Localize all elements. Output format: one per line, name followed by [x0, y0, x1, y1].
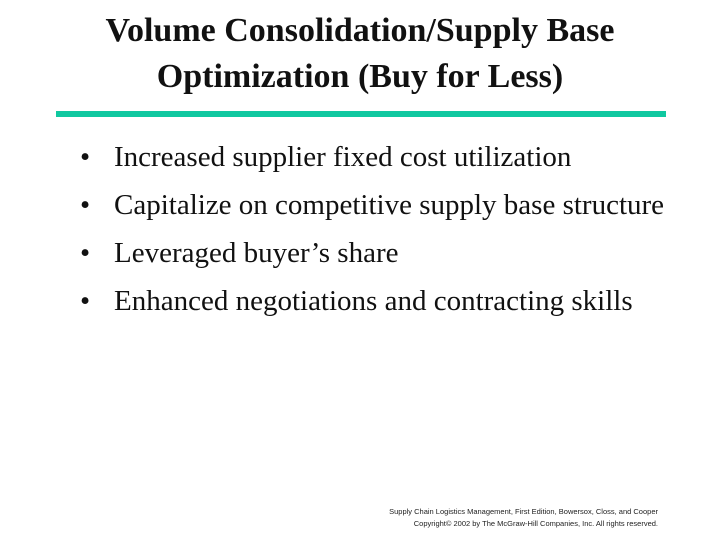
bullet-text: Leveraged buyer’s share [114, 237, 399, 269]
bullet-text: Increased supplier fixed cost utilization [114, 141, 572, 173]
bullet-item [80, 138, 680, 176]
title-divider [56, 111, 666, 117]
bullet-icon: • [80, 189, 91, 221]
title-line-2: Optimization (Buy for Less) [156, 58, 564, 95]
bullet-text: Enhanced negotiations and contracting skills [114, 285, 633, 317]
bullet-icon: • [80, 237, 91, 269]
copyright-footer [389, 506, 658, 530]
bullet-text: Capitalize on competitive supply base structure [114, 189, 665, 221]
bullet-item [80, 186, 680, 224]
bullet-icon: • [80, 141, 91, 173]
bullet-icon: • [80, 285, 91, 317]
bullet-item [80, 234, 680, 272]
slide-title [40, 8, 680, 100]
footer-line-1: Supply Chain Logistics Management, First Edition, Bowersox, Closs, and Cooper [389, 507, 658, 516]
footer-line-2: Copyright© 2002 by The McGraw-Hill Companies, Inc. All rights reserved. [413, 519, 658, 528]
bullet-list [80, 138, 680, 330]
bullet-item [80, 282, 680, 320]
title-line-1: Volume Consolidation/Supply Base [105, 12, 615, 49]
